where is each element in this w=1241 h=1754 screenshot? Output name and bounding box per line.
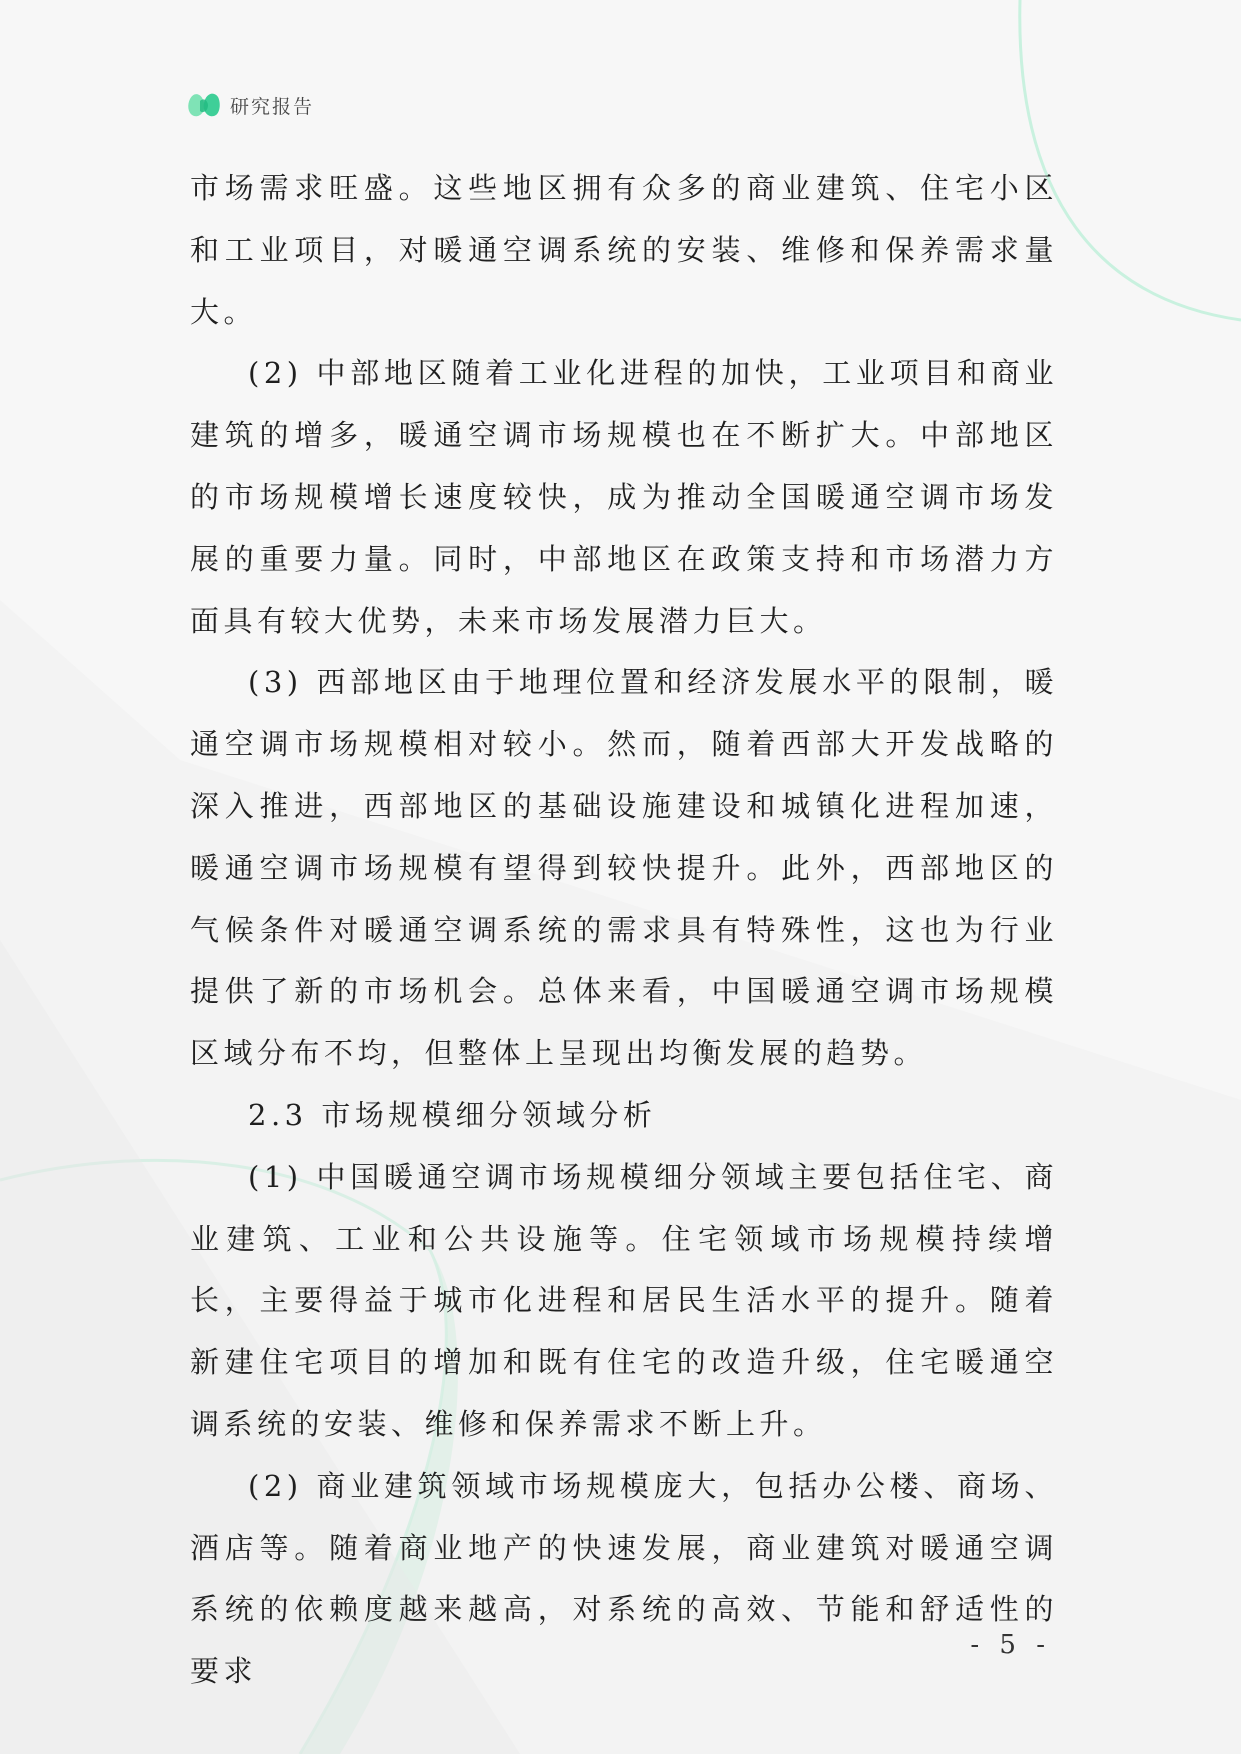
paragraph-residential-segment: (1) 中国暖通空调市场规模细分领域主要包括住宅、商业建筑、工业和公共设施等。住宅领域市场规模持续增长，主要得益于城市化进程和居民生活水平的提升。随着新建住宅项目的增加和既有住宅的改造升级，住宅暖通空调系统的安装、维修和保养需求不断上升。 (190, 1159, 1058, 1441)
report-header (186, 88, 314, 122)
paragraph-continued: 市场需求旺盛。这些地区拥有众多的商业建筑、住宅小区和工业项目，对暖通空调系统的安装、维修和保养需求量大。 (190, 171, 1058, 329)
green-leaf-logo-icon (186, 89, 222, 121)
page-number: - 5 - (970, 1630, 1051, 1660)
document-body (190, 158, 1058, 1703)
section-heading: 2.3 市场规模细分领域分析 (248, 1097, 657, 1132)
paragraph-western-region: (3) 西部地区由于地理位置和经济发展水平的限制，暖通空调市场规模相对较小。然而，随着西部大开发战略的深入推进，西部地区的基础设施建设和城镇化进程加速，暖通空调市场规模有望得到较快提升。此外，西部地区的气候条件对暖通空调系统的需求具有特殊性，这也为行业提供了新的市场机会。总体来看，中国暖通空调市场规模区域分布不均，但整体上呈现出均衡发展的趋势。 (190, 665, 1058, 1071)
header-title: 研究报告 (230, 95, 315, 118)
paragraph-commercial-segment: (2) 商业建筑领域市场规模庞大，包括办公楼、商场、酒店等。随着商业地产的快速发展，商业建筑对暖通空调系统的依赖度越来越高，对系统的高效、节能和舒适性的要求 (190, 1468, 1058, 1689)
paragraph-central-region: (2) 中部地区随着工业化进程的加快，工业项目和商业建筑的增多，暖通空调市场规模也在不断扩大。中部地区的市场规模增长速度较快，成为推动全国暖通空调市场发展的重要力量。同时，中部地区在政策支持和市场潜力方面具有较大优势，未来市场发展潜力巨大。 (190, 356, 1058, 638)
